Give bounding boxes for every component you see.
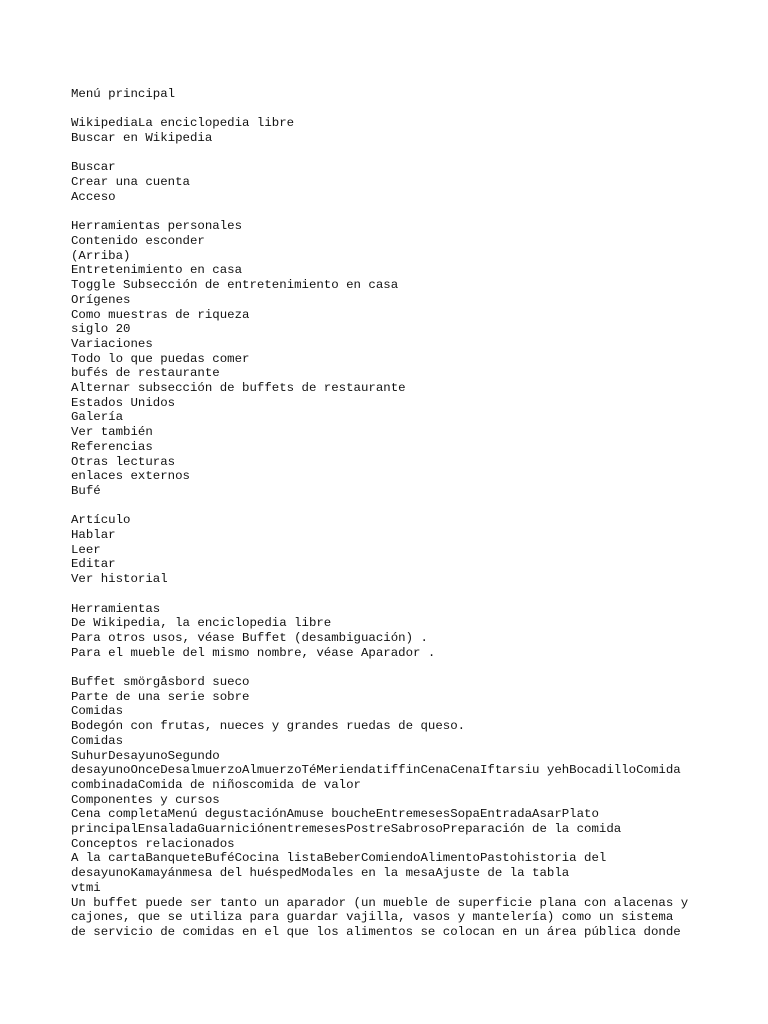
toc-item[interactable]: siglo 20 [71, 322, 131, 337]
document-text [71, 87, 711, 940]
spacer [71, 587, 711, 602]
navbox-heading: Conceptos relacionados [71, 836, 235, 851]
toc-item[interactable]: Orígenes [71, 292, 131, 307]
login-link[interactable]: Acceso [71, 189, 116, 204]
toc-item[interactable]: Galería [71, 410, 124, 425]
main-menu-link[interactable]: Menú principal [71, 87, 176, 101]
navbox-links[interactable]: A la cartaBanqueteBuféCocina listaBeberComiendoAlimentoPastohistoria del [71, 851, 607, 866]
series-title-link[interactable]: Comidas [71, 704, 124, 719]
article-body-line: Un buffet puede ser tanto un aparador (un mueble de superficie plana con alacenas y [71, 895, 689, 910]
navbox-links[interactable]: Cena completaMenú degustaciónAmuse boucheEntremesesSopaEntradaAsarPlato [71, 807, 599, 822]
tab-edit[interactable]: Editar [71, 557, 116, 572]
spacer [71, 102, 711, 117]
article-body-line: de servicio de comidas en el que los alimentos se colocan en un área pública donde [71, 924, 681, 939]
tools-menu[interactable]: Herramientas [71, 601, 161, 616]
toc-subsection-toggle[interactable]: Toggle Subsección de entretenimiento en casa [71, 278, 399, 293]
search-wikipedia-link[interactable]: Buscar en Wikipedia [71, 131, 213, 146]
spacer [71, 205, 711, 220]
toc-item[interactable]: Todo lo que puedas comer [71, 351, 250, 366]
tab-article[interactable]: Artículo [71, 513, 131, 528]
tab-talk[interactable]: Hablar [71, 528, 116, 543]
hatnote: Para el mueble del mismo nombre, véase Aparador . [71, 645, 436, 660]
toc-item[interactable]: Entretenimiento en casa [71, 263, 243, 278]
wikipedia-logo-link[interactable]: WikipediaLa enciclopedia libre [71, 116, 295, 131]
toc-item[interactable]: bufés de restaurante [71, 366, 220, 381]
toc-item[interactable]: Como muestras de riqueza [71, 307, 250, 322]
spacer [71, 146, 711, 161]
toc-item[interactable]: Estados Unidos [71, 395, 176, 410]
spacer [71, 660, 711, 675]
series-label: Parte de una serie sobre [71, 689, 250, 704]
navbox-heading: Componentes y cursos [71, 792, 220, 807]
create-account-link[interactable]: Crear una cuenta [71, 175, 190, 190]
search-button[interactable]: Buscar [71, 160, 116, 175]
toc-item[interactable]: Variaciones [71, 336, 153, 351]
toc-item[interactable]: Otras lecturas [71, 454, 176, 469]
hatnote: Para otros usos, véase Buffet (desambiguación) . [71, 630, 428, 645]
navbox-vte-links[interactable]: vtmi [71, 880, 101, 895]
article-body-line: cajones, que se utiliza para guardar vajilla, vasos y mantelería) como un sistema [71, 910, 674, 925]
tab-read[interactable]: Leer [71, 542, 101, 557]
toc-item[interactable]: enlaces externos [71, 469, 190, 484]
tab-history[interactable]: Ver historial [71, 572, 168, 587]
page-title: Bufé [71, 483, 101, 498]
navbox-links[interactable]: desayunoOnceDesalmuerzoAlmuerzoTéMeriendatiffinCenaCenaIftarsiu yehBocadilloComida [71, 763, 681, 778]
infobox-caption: Buffet smörgåsbord sueco [71, 675, 250, 690]
toc-item[interactable]: Referencias [71, 439, 153, 454]
navbox-links[interactable]: combinadaComida de niñoscomida de valor [71, 777, 361, 792]
navbox-heading: Comidas [71, 733, 124, 748]
navbox-links[interactable]: desayunoKamayánmesa del huéspedModales en la mesaAjuste de la tabla [71, 866, 570, 881]
spacer [71, 499, 711, 514]
toc-subsection-toggle[interactable]: Alternar subsección de buffets de restaurante [71, 381, 406, 396]
image-caption: Bodegón con frutas, nueces y grandes ruedas de queso. [71, 719, 466, 734]
toc-hide-toggle[interactable]: Contenido esconder [71, 233, 205, 248]
navbox-links[interactable]: SuhurDesayunoSegundo [71, 748, 220, 763]
toc-item-top[interactable]: (Arriba) [71, 248, 131, 263]
site-subtitle: De Wikipedia, la enciclopedia libre [71, 616, 332, 631]
navbox-links[interactable]: principalEnsaladaGuarniciónentremesesPostreSabrosoPreparación de la comida [71, 822, 622, 837]
personal-tools-label[interactable]: Herramientas personales [71, 219, 243, 234]
toc-item[interactable]: Ver también [71, 425, 153, 440]
